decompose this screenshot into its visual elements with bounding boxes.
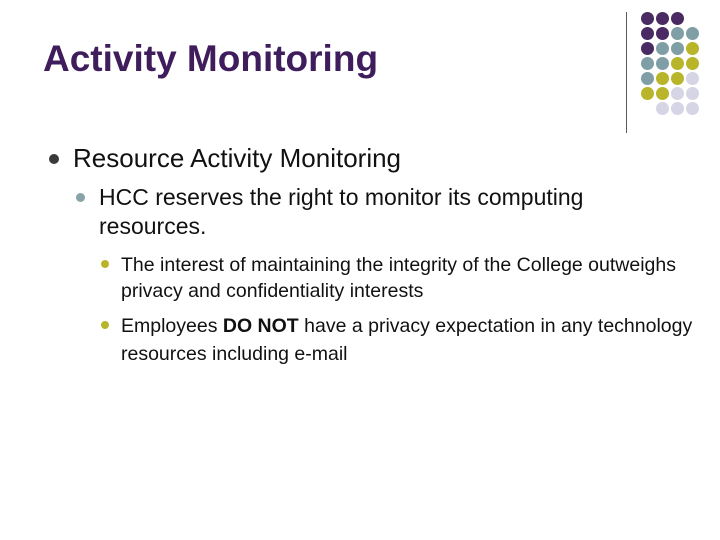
dot-teal	[641, 57, 654, 70]
dot-olive	[656, 72, 669, 85]
dot-lavender	[686, 102, 699, 115]
dot-lavender	[686, 87, 699, 100]
dot-olive	[671, 72, 684, 85]
dot-olive	[686, 57, 699, 70]
dot-teal	[671, 27, 684, 40]
dot-teal	[656, 57, 669, 70]
dot-teal	[641, 72, 654, 85]
dot-teal	[656, 42, 669, 55]
text-normal: have a privacy expectation in any technology resources including e-mail	[121, 315, 693, 365]
bullet-level1-text: Resource Activity Monitoring	[73, 143, 402, 173]
text-bold: DO NOT	[222, 315, 299, 337]
dot-lavender	[671, 87, 684, 100]
dot-lavender	[671, 102, 684, 115]
bullet-level2-icon	[76, 193, 85, 202]
dot-purple	[641, 42, 654, 55]
dot-purple	[656, 12, 669, 25]
dot-olive	[641, 87, 654, 100]
dot-olive	[686, 42, 699, 55]
dot-olive	[671, 57, 684, 70]
bullet-level2-text: HCC reserves the right to monitor its computing resources.	[99, 184, 584, 239]
dot-lavender	[656, 102, 669, 115]
bullet-level1-icon	[49, 154, 59, 164]
bullet-level3-icon	[101, 260, 109, 268]
dot-lavender	[686, 72, 699, 85]
divider-line	[626, 12, 627, 133]
dot-purple	[656, 27, 669, 40]
text-normal: Employees	[121, 315, 223, 337]
dot-purple	[671, 12, 684, 25]
bullet-level3-text: The interest of maintaining the integrity of the College outweighs privacy and confidentiality interests	[121, 254, 676, 302]
dot-purple	[641, 27, 654, 40]
dot-teal	[686, 27, 699, 40]
bullet-level3-text	[121, 312, 701, 368]
bullet-level3-icon	[101, 321, 109, 329]
dot-purple	[641, 12, 654, 25]
dot-olive	[656, 87, 669, 100]
dot-teal	[671, 42, 684, 55]
slide-title: Activity Monitoring	[43, 38, 379, 79]
